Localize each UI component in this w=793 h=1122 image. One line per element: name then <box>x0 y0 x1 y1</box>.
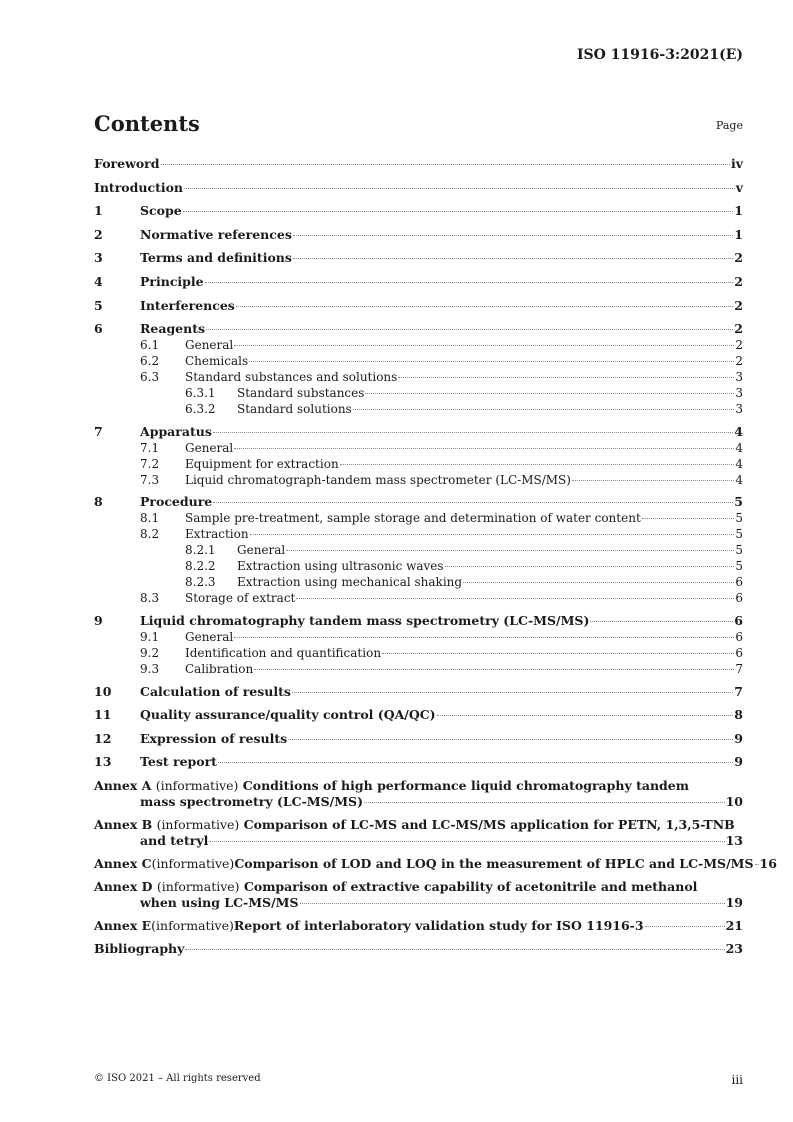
toc-entry[interactable] <box>94 440 743 456</box>
toc-entry-title: Bibliography <box>94 940 185 956</box>
toc-entry[interactable] <box>94 629 743 645</box>
toc-entry-page: 2 <box>734 250 743 266</box>
toc-entry-page: 6 <box>735 645 743 660</box>
dot-leader <box>364 802 725 803</box>
toc-entry-number: 1 <box>94 203 103 219</box>
table-of-contents <box>94 156 777 965</box>
toc-entry-number: 6.1 <box>140 338 160 353</box>
toc-entry[interactable] <box>94 754 743 778</box>
toc-entry-number: 8.1 <box>140 511 160 526</box>
dot-leader <box>249 361 734 362</box>
dot-leader <box>205 282 734 283</box>
toc-entry[interactable] <box>94 590 743 613</box>
dot-leader <box>300 903 725 904</box>
toc-entry-title: Extraction using ultrasonic waves <box>237 559 444 574</box>
dot-leader <box>234 637 734 638</box>
toc-entry-title: Liquid chromatography tandem mass spectrometry (LC-MS/MS) <box>140 612 590 628</box>
toc-entry-page: 2 <box>734 297 743 313</box>
toc-entry-title: Principle <box>140 273 204 289</box>
dot-leader <box>572 480 734 481</box>
toc-entry-page: 6 <box>735 575 743 590</box>
toc-entry-title: Liquid chromatograph-tandem mass spectrometer (LC-MS/MS) <box>185 472 571 487</box>
annex-page: 19 <box>725 894 743 910</box>
page-title: Contents <box>94 111 200 136</box>
dot-leader <box>365 393 734 394</box>
annex-title: Comparison of LOD and LOQ in the measurement of HPLC and LC-MS/MS <box>234 855 754 871</box>
toc-entry-page: 5 <box>735 511 743 526</box>
toc-entry[interactable] <box>94 180 743 204</box>
toc-entry-page: 4 <box>735 440 743 455</box>
annex-title: Comparison of LC-MS and LC-MS/MS application for PETN, 1,3,5-TNB <box>243 816 735 832</box>
dot-leader <box>340 464 735 465</box>
toc-entry-page: 7 <box>734 683 743 699</box>
toc-entry-page: 3 <box>735 386 743 401</box>
toc-entry-title: General <box>237 543 286 558</box>
annex-label: Annex B <box>94 816 153 832</box>
toc-entry[interactable] <box>94 321 743 337</box>
dot-leader <box>206 329 733 330</box>
dot-leader <box>288 739 733 740</box>
toc-entry[interactable] <box>94 526 743 542</box>
annex-entry[interactable] <box>94 918 743 934</box>
annex-informative-tag: (informative) <box>151 917 234 933</box>
dot-leader <box>642 518 735 519</box>
annex-title: Conditions of high performance liquid chromatography tandem <box>242 777 689 793</box>
toc-entry[interactable] <box>94 456 743 472</box>
toc-entry[interactable] <box>94 558 743 574</box>
annex-title: Comparison of extractive capability of acetonitrile and methanol <box>243 878 698 894</box>
toc-entry[interactable] <box>94 494 743 510</box>
toc-entry-page: 5 <box>735 527 743 542</box>
toc-entry-number: 6.3.1 <box>185 386 216 401</box>
dot-leader <box>183 211 734 212</box>
toc-entry[interactable] <box>94 613 743 629</box>
toc-entry-title: Quality assurance/quality control (QA/QC) <box>140 707 436 723</box>
dot-leader <box>445 566 735 567</box>
dot-leader <box>292 692 733 693</box>
toc-entry-title: Sample pre-treatment, sample storage and determination of water content <box>185 511 641 526</box>
toc-entry-page: 4 <box>735 456 743 471</box>
toc-entry-number: 2 <box>94 226 103 242</box>
toc-entry-page: 5 <box>735 559 743 574</box>
toc-entry-page: 1 <box>734 226 743 242</box>
toc-entry-title: Extraction using mechanical shaking <box>237 575 463 590</box>
toc-entry-number: 9.3 <box>140 661 160 676</box>
toc-entry[interactable] <box>94 510 743 526</box>
dot-leader <box>213 502 733 503</box>
toc-entry-number: 8 <box>94 494 103 510</box>
toc-entry-title: Interferences <box>140 297 235 313</box>
toc-entry-title: Normative references <box>140 226 292 242</box>
dot-leader <box>236 306 733 307</box>
toc-entry-title: Apparatus <box>140 423 212 439</box>
toc-entry-page: 3 <box>735 402 743 417</box>
toc-entry-page: 7 <box>735 661 743 676</box>
toc-entry-title: Procedure <box>140 494 213 510</box>
toc-entry-page: 4 <box>734 423 743 439</box>
dot-leader <box>184 188 735 189</box>
toc-entry-bibliography[interactable] <box>94 941 743 965</box>
annex-label: Annex C <box>94 855 152 871</box>
toc-entry-number: 8.2.1 <box>185 543 216 558</box>
toc-entry[interactable] <box>94 424 743 440</box>
toc-entry-number: 9.1 <box>140 629 160 644</box>
toc-entry-page: 9 <box>734 730 743 746</box>
annex-informative-tag: (informative) <box>156 878 240 894</box>
annex-entry[interactable] <box>94 855 777 872</box>
annex-title: Report of interlaboratory validation study for ISO 11916-3 <box>233 917 644 933</box>
toc-entry-page: 3 <box>735 370 743 385</box>
dot-leader <box>293 258 733 259</box>
dot-leader <box>185 949 724 950</box>
toc-entry-page: 23 <box>725 940 743 956</box>
toc-entry[interactable] <box>94 369 743 385</box>
dot-leader <box>437 715 734 716</box>
annex-entry[interactable] <box>94 778 743 810</box>
page-number: iii <box>731 1073 743 1087</box>
dot-leader <box>296 598 734 599</box>
dot-leader <box>755 864 759 865</box>
annex-informative-tag: (informative) <box>155 777 239 793</box>
toc-entry-page: 2 <box>734 321 743 337</box>
toc-entry[interactable] <box>94 707 743 731</box>
annex-page: 10 <box>725 793 743 809</box>
toc-entry-title: Foreword <box>94 156 160 171</box>
toc-entry-number: 9.2 <box>140 645 160 660</box>
document-code: ISO 11916-3:2021(E) <box>576 47 743 63</box>
toc-entry-number: 6.3 <box>140 370 160 385</box>
annex-page: 21 <box>725 917 743 933</box>
toc-entry[interactable] <box>94 337 743 353</box>
dot-leader <box>218 762 733 763</box>
dot-leader <box>398 377 734 378</box>
dot-leader <box>286 550 734 551</box>
toc-entry-number: 13 <box>94 754 112 770</box>
annex-informative-tag: (informative) <box>156 816 240 832</box>
toc-entry[interactable] <box>94 684 743 708</box>
toc-entry[interactable] <box>94 645 743 661</box>
annex-informative-tag: (informative) <box>151 855 235 871</box>
toc-entry-title: Identification and quantification <box>185 645 382 660</box>
toc-entry-title: General <box>185 629 234 644</box>
toc-entry-page: 5 <box>735 543 743 558</box>
annex-label: Annex E <box>94 917 152 933</box>
toc-entry[interactable] <box>94 203 743 227</box>
toc-entry[interactable] <box>94 298 743 322</box>
toc-entry-number: 5 <box>94 297 103 313</box>
toc-entry-title: Terms and definitions <box>140 250 292 266</box>
toc-entry-title: Scope <box>140 203 182 219</box>
annex-label: Annex D <box>94 878 153 894</box>
toc-entry-number: 7.1 <box>140 440 160 455</box>
dot-leader <box>463 582 734 583</box>
toc-entry[interactable] <box>94 274 743 298</box>
annex-label: Annex A <box>94 777 152 793</box>
toc-entry-number: 10 <box>94 683 112 699</box>
toc-entry[interactable] <box>94 661 743 684</box>
toc-entry-page: 4 <box>735 472 743 487</box>
toc-entry-number: 8.2.2 <box>185 559 216 574</box>
toc-entry-page: 5 <box>734 494 743 510</box>
toc-entry-number: 3 <box>94 250 103 266</box>
dot-leader <box>353 409 735 410</box>
toc-entry[interactable] <box>94 156 743 180</box>
dot-leader <box>213 432 733 433</box>
toc-entry[interactable] <box>94 472 743 495</box>
toc-entry-page: 6 <box>735 629 743 644</box>
toc-entry-title: Standard solutions <box>237 402 352 417</box>
dot-leader <box>161 164 730 165</box>
dot-leader <box>645 926 725 927</box>
annex-page: 16 <box>759 855 777 871</box>
toc-entry-title: Extraction <box>185 527 249 542</box>
annex-title-continued: and tetryl <box>140 832 209 848</box>
page-column-label: Page <box>715 119 743 132</box>
dot-leader <box>293 235 733 236</box>
dot-leader <box>209 841 724 842</box>
toc-entry-title: General <box>185 440 234 455</box>
toc-entry[interactable] <box>94 574 743 590</box>
dot-leader <box>250 534 735 535</box>
toc-entry-number: 7.2 <box>140 456 160 471</box>
annex-title-continued: when using LC-MS/MS <box>140 894 299 910</box>
toc-entry[interactable] <box>94 542 743 558</box>
toc-entry[interactable] <box>94 385 743 401</box>
toc-entry-number: 6 <box>94 321 103 337</box>
toc-entry-number: 6.2 <box>140 354 160 369</box>
toc-entry-number: 8.2 <box>140 527 160 542</box>
toc-entry-page: 6 <box>734 612 743 628</box>
toc-entry-number: 9 <box>94 612 103 628</box>
toc-entry-number: 7 <box>94 423 103 439</box>
dot-leader <box>382 653 734 654</box>
toc-entry-title: Standard substances <box>237 386 365 401</box>
toc-entry[interactable] <box>94 731 743 755</box>
toc-entry[interactable] <box>94 353 743 369</box>
toc-entry-number: 8.2.3 <box>185 575 216 590</box>
toc-entry-title: Expression of results <box>140 730 288 746</box>
toc-entry-number: 12 <box>94 730 112 746</box>
toc-entry[interactable] <box>94 401 743 424</box>
toc-entry-number: 8.3 <box>140 591 160 606</box>
toc-entry-page: 2 <box>734 273 743 289</box>
toc-entry-page: iv <box>730 156 743 171</box>
toc-entry-title: Storage of extract <box>185 591 296 606</box>
toc-entry-title: Reagents <box>140 321 206 337</box>
toc-entry-page: 1 <box>734 203 743 219</box>
toc-entry-number: 11 <box>94 707 112 723</box>
toc-entry-title: Equipment for extraction <box>185 456 339 471</box>
toc-entry-title: General <box>185 338 234 353</box>
copyright-notice: © ISO 2021 – All rights reserved <box>94 1073 261 1084</box>
toc-entry-title: Calibration <box>185 661 254 676</box>
toc-entry-page: v <box>735 179 743 195</box>
toc-entry-number: 4 <box>94 273 103 289</box>
annex-page: 13 <box>725 832 743 848</box>
toc-entry[interactable] <box>94 227 743 251</box>
toc-entry[interactable] <box>94 250 743 274</box>
dot-leader <box>590 621 733 622</box>
toc-entry-page: 2 <box>735 354 743 369</box>
dot-leader <box>234 345 734 346</box>
dot-leader <box>234 448 734 449</box>
toc-entry-page: 6 <box>735 591 743 606</box>
annex-title-continued: mass spectrometry (LC-MS/MS) <box>140 793 363 809</box>
toc-entry-title: Standard substances and solutions <box>185 370 398 385</box>
toc-entry-number: 7.3 <box>140 472 160 487</box>
toc-entry-title: Calculation of results <box>140 683 291 699</box>
annex-entry[interactable] <box>94 879 743 911</box>
toc-entry-page: 2 <box>735 338 743 353</box>
toc-entry-title: Test report <box>140 754 217 770</box>
dot-leader <box>254 669 734 670</box>
annex-entry[interactable] <box>94 817 743 849</box>
toc-entry-number: 6.3.2 <box>185 402 216 417</box>
toc-entry-page: 8 <box>734 707 743 723</box>
toc-entry-title: Introduction <box>94 179 184 195</box>
toc-entry-page: 9 <box>734 754 743 770</box>
toc-entry-title: Chemicals <box>185 354 249 369</box>
